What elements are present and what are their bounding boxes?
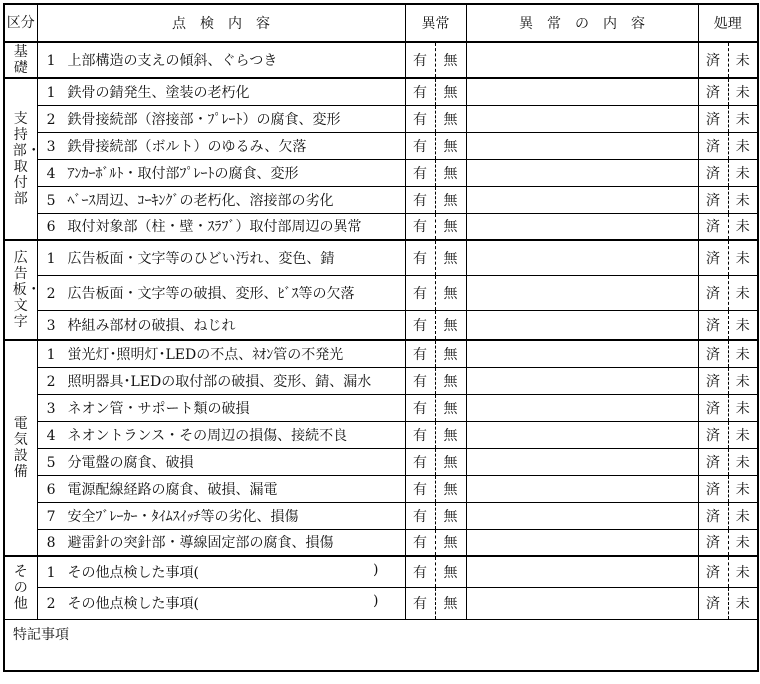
treatment-done[interactable]: 済: [698, 42, 728, 78]
treatment-pending[interactable]: 未: [728, 186, 758, 213]
abnormal-no[interactable]: 無: [435, 367, 466, 394]
abnormal-no[interactable]: 無: [435, 159, 466, 186]
abnormal-detail-cell[interactable]: [466, 448, 698, 475]
item-number: 1: [46, 250, 56, 267]
treatment-done[interactable]: 済: [698, 159, 728, 186]
check-item: [37, 159, 405, 186]
item-text: その他点検した事項(: [67, 564, 199, 581]
abnormal-detail-cell[interactable]: [466, 78, 698, 105]
item-number: 5: [46, 192, 56, 209]
treatment-done[interactable]: 済: [698, 78, 728, 105]
abnormal-yes[interactable]: 有: [405, 587, 435, 619]
item-number: 3: [46, 400, 56, 417]
notes-label: 特記事項: [13, 626, 69, 643]
item-close: ): [373, 593, 379, 609]
table-row: [4, 529, 758, 556]
abnormal-yes[interactable]: 有: [405, 159, 435, 186]
check-item: [37, 394, 405, 421]
treatment-pending[interactable]: 未: [728, 78, 758, 105]
abnormal-yes[interactable]: 有: [405, 213, 435, 240]
check-item: [37, 132, 405, 159]
table-row: [4, 587, 758, 619]
item-text: 広告板面・文字等の破損、変形、ﾋﾞｽ等の欠落: [67, 285, 355, 302]
treatment-pending[interactable]: 未: [728, 310, 758, 340]
abnormal-yes[interactable]: 有: [405, 556, 435, 587]
abnormal-no[interactable]: 無: [435, 105, 466, 132]
treatment-pending[interactable]: 未: [728, 367, 758, 394]
check-item: [37, 186, 405, 213]
table-row: [4, 421, 758, 448]
table-row: [4, 310, 758, 340]
treatment-pending[interactable]: 未: [728, 587, 758, 619]
item-text: 蛍光灯･照明灯･LEDの不点、ﾈｵﾝ管の不発光: [67, 346, 344, 363]
treatment-done[interactable]: 済: [698, 132, 728, 159]
treatment-done[interactable]: 済: [698, 529, 728, 556]
notes-row: [4, 619, 758, 671]
table-row: [4, 502, 758, 529]
item-number: 4: [46, 427, 56, 444]
category-label: 広告板・文字: [12, 249, 41, 331]
treatment-pending[interactable]: 未: [728, 159, 758, 186]
item-number: 8: [46, 535, 56, 552]
check-item: [37, 529, 405, 556]
item-number: 2: [46, 285, 56, 302]
abnormal-yes[interactable]: 有: [405, 186, 435, 213]
item-number: 3: [46, 138, 56, 155]
table-row: [4, 132, 758, 159]
category-label: 電気設備: [13, 415, 28, 481]
header-abnormal-detail: 異 常 の 内 容: [466, 4, 698, 42]
abnormal-yes[interactable]: 有: [405, 475, 435, 502]
abnormal-detail-cell[interactable]: [466, 132, 698, 159]
treatment-done[interactable]: 済: [698, 275, 728, 310]
treatment-pending[interactable]: 未: [728, 340, 758, 367]
check-item: [37, 556, 405, 587]
check-item: [37, 310, 405, 340]
abnormal-no[interactable]: 無: [435, 275, 466, 310]
header-abnormal: 異常: [405, 4, 466, 42]
table-row: [4, 105, 758, 132]
check-item: [37, 421, 405, 448]
item-number: 7: [46, 508, 56, 525]
check-item: [37, 275, 405, 310]
abnormal-detail-cell[interactable]: [466, 587, 698, 619]
treatment-pending[interactable]: 未: [728, 42, 758, 78]
abnormal-yes[interactable]: 有: [405, 502, 435, 529]
treatment-pending[interactable]: 未: [728, 275, 758, 310]
inspection-table: [3, 3, 759, 672]
item-number: 1: [46, 53, 56, 69]
treatment-done[interactable]: 済: [698, 502, 728, 529]
treatment-pending[interactable]: 未: [728, 132, 758, 159]
abnormal-no[interactable]: 無: [435, 186, 466, 213]
abnormal-yes[interactable]: 有: [405, 394, 435, 421]
category-cell: [4, 340, 37, 556]
abnormal-yes[interactable]: 有: [405, 42, 435, 78]
abnormal-detail-cell[interactable]: [466, 310, 698, 340]
table-row: [4, 394, 758, 421]
item-text: ﾍﾞｰｽ周辺、ｺｰｷﾝｸﾞの老朽化、溶接部の劣化: [67, 192, 334, 209]
abnormal-yes[interactable]: 有: [405, 240, 435, 275]
abnormal-detail-cell[interactable]: [466, 421, 698, 448]
check-item: [37, 587, 405, 619]
table-row: [4, 42, 758, 78]
item-number: 6: [46, 219, 56, 236]
abnormal-detail-cell[interactable]: [466, 213, 698, 240]
treatment-done[interactable]: 済: [698, 421, 728, 448]
header-content: 点 検 内 容: [37, 4, 405, 42]
abnormal-detail-cell[interactable]: [466, 502, 698, 529]
treatment-done[interactable]: 済: [698, 587, 728, 619]
treatment-done[interactable]: 済: [698, 213, 728, 240]
table-row: [4, 213, 758, 240]
treatment-pending[interactable]: 未: [728, 213, 758, 240]
abnormal-yes[interactable]: 有: [405, 340, 435, 367]
abnormal-no[interactable]: 無: [435, 556, 466, 587]
header-treatment: 処理: [698, 4, 758, 42]
treatment-done[interactable]: 済: [698, 448, 728, 475]
treatment-done[interactable]: 済: [698, 556, 728, 587]
abnormal-no[interactable]: 無: [435, 42, 466, 78]
treatment-pending[interactable]: 未: [728, 475, 758, 502]
abnormal-no[interactable]: 無: [435, 587, 466, 619]
abnormal-detail-cell[interactable]: [466, 529, 698, 556]
abnormal-yes[interactable]: 有: [405, 421, 435, 448]
check-item: [37, 78, 405, 105]
table-row: [4, 556, 758, 587]
table-row: [4, 275, 758, 310]
check-item: [37, 502, 405, 529]
treatment-pending[interactable]: 未: [728, 421, 758, 448]
category-cell: [4, 556, 37, 619]
abnormal-no[interactable]: 無: [435, 78, 466, 105]
treatment-pending[interactable]: 未: [728, 556, 758, 587]
item-number: 1: [46, 346, 56, 363]
table-row: [4, 448, 758, 475]
abnormal-no[interactable]: 無: [435, 475, 466, 502]
item-text: 枠組み部材の破損、ねじれ: [67, 317, 236, 334]
item-text: ネオン管・サポート類の破損: [67, 400, 250, 417]
abnormal-yes[interactable]: 有: [405, 275, 435, 310]
category-label: 支持部・取付部: [12, 110, 41, 208]
table-row: [4, 367, 758, 394]
table-row: [4, 186, 758, 213]
treatment-pending[interactable]: 未: [728, 394, 758, 421]
item-text: 安全ﾌﾞﾚｰｶｰ・ﾀｲﾑｽｲｯﾁ等の劣化、損傷: [67, 508, 299, 525]
item-text: 鉄骨接続部（ボルト）のゆるみ、欠落: [67, 138, 307, 155]
item-text: ネオントランス・その周辺の損傷、接続不良: [67, 427, 348, 444]
treatment-done[interactable]: 済: [698, 105, 728, 132]
item-text: 鉄骨接続部（溶接部・ﾌﾟﾚｰﾄ）の腐食、変形: [67, 111, 341, 128]
abnormal-yes[interactable]: 有: [405, 105, 435, 132]
table-row: [4, 159, 758, 186]
item-text: 広告板面・文字等のひどい汚れ、変色、錆: [67, 250, 335, 267]
check-item: [37, 448, 405, 475]
item-text: 電源配線経路の腐食、破損、漏電: [67, 481, 278, 498]
abnormal-no[interactable]: 無: [435, 502, 466, 529]
check-item: [37, 213, 405, 240]
abnormal-no[interactable]: 無: [435, 394, 466, 421]
abnormal-no[interactable]: 無: [435, 448, 466, 475]
item-text: その他点検した事項(: [67, 596, 199, 612]
abnormal-detail-cell[interactable]: [466, 394, 698, 421]
treatment-done[interactable]: 済: [698, 240, 728, 275]
item-text: 照明器具･LEDの取付部の破損、変形、錆、漏水: [67, 373, 372, 390]
treatment-done[interactable]: 済: [698, 394, 728, 421]
abnormal-detail-cell[interactable]: [466, 367, 698, 394]
item-number: 2: [46, 373, 56, 390]
item-text: 鉄骨の錆発生、塗装の老朽化: [67, 84, 250, 101]
abnormal-detail-cell[interactable]: [466, 275, 698, 310]
treatment-pending[interactable]: 未: [728, 448, 758, 475]
abnormal-yes[interactable]: 有: [405, 310, 435, 340]
treatment-pending[interactable]: 未: [728, 240, 758, 275]
item-number: 2: [46, 111, 56, 128]
check-item: [37, 42, 405, 78]
abnormal-no[interactable]: 無: [435, 310, 466, 340]
treatment-done[interactable]: 済: [698, 340, 728, 367]
item-number: 6: [46, 481, 56, 498]
item-number: 4: [46, 165, 56, 182]
treatment-done[interactable]: 済: [698, 475, 728, 502]
abnormal-no[interactable]: 無: [435, 421, 466, 448]
item-close: ): [373, 561, 379, 578]
category-cell: [4, 78, 41, 240]
item-text: 上部構造の支えの傾斜、ぐらつき: [67, 53, 278, 69]
abnormal-no[interactable]: 無: [435, 213, 466, 240]
treatment-done[interactable]: 済: [698, 367, 728, 394]
notes-cell[interactable]: [4, 619, 758, 671]
category-cell: [4, 240, 41, 340]
check-item: [37, 105, 405, 132]
category-cell: [4, 42, 37, 78]
abnormal-detail-cell[interactable]: [466, 186, 698, 213]
item-number: 2: [46, 596, 56, 612]
abnormal-detail-cell[interactable]: [466, 159, 698, 186]
abnormal-detail-cell[interactable]: [466, 105, 698, 132]
header-category: 区分: [4, 4, 37, 42]
abnormal-no[interactable]: 無: [435, 240, 466, 275]
check-item: [37, 240, 405, 275]
item-number: 5: [46, 454, 56, 471]
item-number: 1: [46, 564, 56, 581]
item-text: 分電盤の腐食、破損: [67, 454, 194, 471]
abnormal-yes[interactable]: 有: [405, 78, 435, 105]
header-row: [4, 4, 758, 42]
abnormal-detail-cell[interactable]: [466, 556, 698, 587]
table-row: [4, 340, 758, 367]
treatment-pending[interactable]: 未: [728, 105, 758, 132]
abnormal-detail-cell[interactable]: [466, 475, 698, 502]
item-number: 3: [46, 317, 56, 334]
abnormal-no[interactable]: 無: [435, 132, 466, 159]
item-text: 取付対象部（柱・壁・ｽﾗﾌﾞ）取付部周辺の異常: [67, 219, 362, 236]
treatment-pending[interactable]: 未: [728, 529, 758, 556]
abnormal-yes[interactable]: 有: [405, 529, 435, 556]
table-row: [4, 78, 758, 105]
item-text: ｱﾝｶｰﾎﾞﾙﾄ・取付部ﾌﾟﾚｰﾄの腐食、変形: [67, 165, 299, 182]
item-text: 避雷針の突針部・導線固定部の腐食、損傷: [67, 535, 334, 552]
treatment-done[interactable]: 済: [698, 186, 728, 213]
check-item: [37, 475, 405, 502]
abnormal-detail-cell[interactable]: [466, 240, 698, 275]
abnormal-yes[interactable]: 有: [405, 448, 435, 475]
category-label: 基礎: [13, 43, 28, 76]
check-item: [37, 340, 405, 367]
abnormal-yes[interactable]: 有: [405, 367, 435, 394]
treatment-pending[interactable]: 未: [728, 502, 758, 529]
abnormal-detail-cell[interactable]: [466, 340, 698, 367]
check-item: [37, 367, 405, 394]
abnormal-no[interactable]: 無: [435, 340, 466, 367]
table-row: [4, 475, 758, 502]
abnormal-detail-cell[interactable]: [466, 42, 698, 78]
item-number: 1: [46, 84, 56, 101]
category-label: その他: [13, 563, 28, 612]
table-row: [4, 240, 758, 275]
treatment-done[interactable]: 済: [698, 310, 728, 340]
abnormal-no[interactable]: 無: [435, 529, 466, 556]
abnormal-yes[interactable]: 有: [405, 132, 435, 159]
